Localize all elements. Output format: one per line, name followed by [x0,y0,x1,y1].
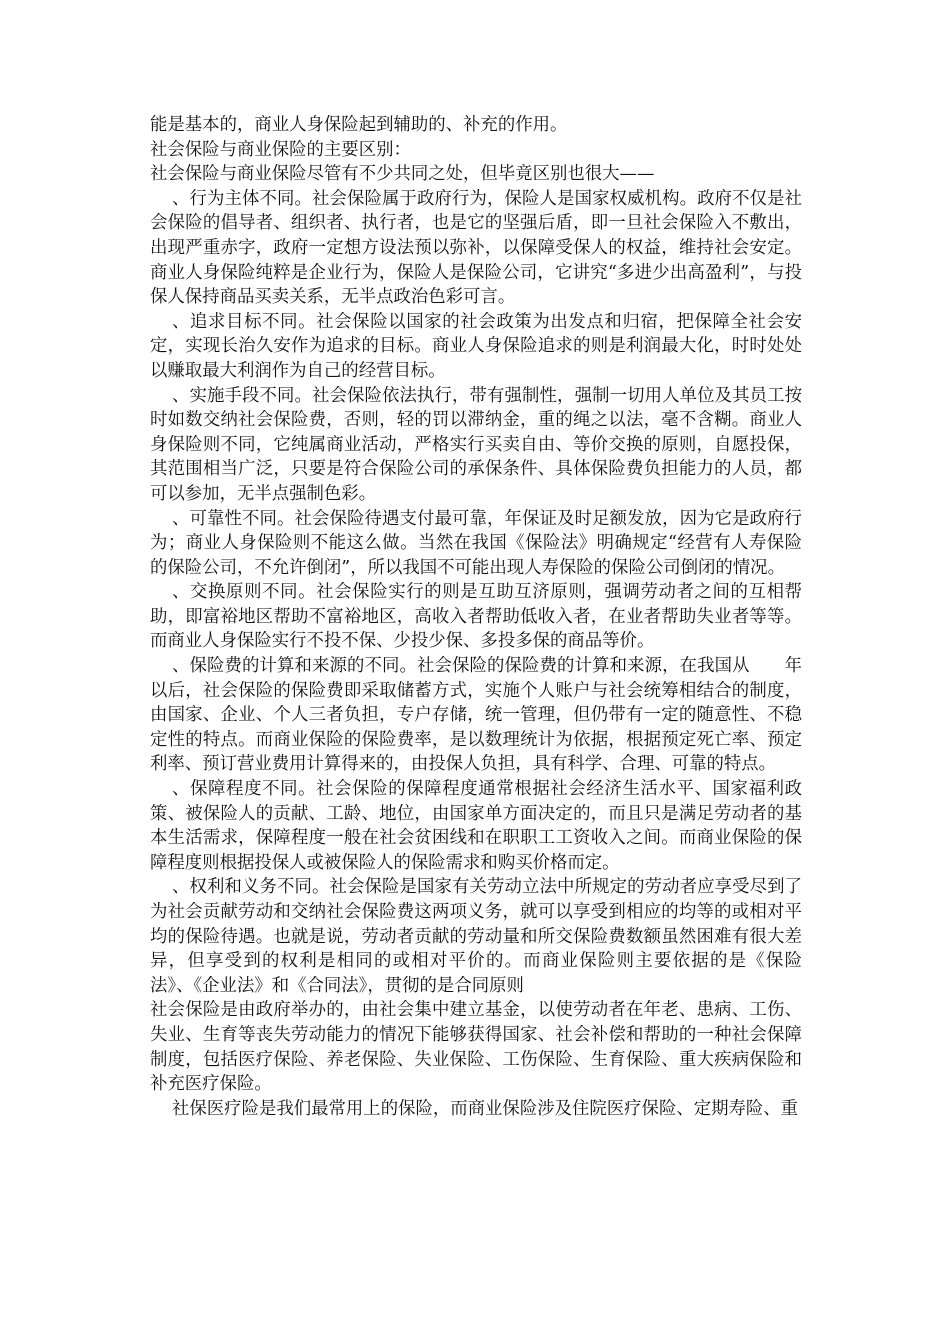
paragraph-2: 社会保险与商业保险的主要区别： [150,139,411,160]
paragraph-13: 社保医疗险是我们最常用上的保险，而商业保险涉及住院医疗保险、定期寿险、重 [172,1098,799,1119]
paragraph-7: 、可靠性不同。社会保险待遇支付最可靠，年保证及时足额发放，因为它是政府行为；商业人身保险则不能这么做。当然在我国《保险法》明确规定“经营有人寿保险的保险公司，不允许倒闭”，所以我国不可能出现人寿保险的保险公司倒闭的情况。 [150,508,802,578]
paragraph-10: 、保障程度不同。社会保险的保障程度通常根据社会经济生活水平、国家福利政策、被保险人的贡献、工龄、地位，由国家单方面决定的，而且只是满足劳动者的基本生活需求，保障程度一般在社会贫困线和在职职工工资收入之间。而商业保险的保障程度则根据投保人或被保险人的保险需求和购买价格而定。 [150,779,802,873]
document-page [150,113,802,1121]
paragraph-1: 能是基本的，商业人身保险起到辅助的、补充的作用。 [150,115,568,135]
paragraph-11: 、权利和义务不同。社会保险是国家有关劳动立法中所规定的劳动者应享受尽到了为社会贡献劳动和交纳社会保险费这两项义务，就可以享受到相应的均等的或相对平均的保险待遇。也就是说，劳动者贡献的劳动量和所交保险费数额虽然困难有很大差异，但享受到的权利是相同的或相对平价的。而商业保险则主要依据的是《保险法》、《企业法》和《合同法》，贯彻的是合同原则 [150,877,802,996]
paragraph-8: 、交换原则不同。社会保险实行的则是互助互济原则，强调劳动者之间的互相帮助，即富裕地区帮助不富裕地区，高收入者帮助低收入者，在业者帮助失业者等等。而商业人身保险实行不投不保、少投少保、多投多保的商品等价。 [150,582,802,652]
paragraph-6: 、实施手段不同。社会保险依法执行，带有强制性，强制一切用人单位及其员工按时如数交纳社会保险费，否则，轻的罚以滞纳金，重的绳之以法，毫不含糊。商业人身保险则不同，它纯属商业活动，严格实行买卖自由、等价交换的原则，自愿投保，其范围相当广泛，只要是符合保险公司的承保条件、具体保险费负担能力的人员，都可以参加，无半点强制色彩。 [150,385,802,504]
paragraph-9: 、保险费的计算和来源的不同。社会保险的保险费的计算和来源，在我国从 年以后，社会保险的保险费即采取储蓄方式，实施个人账户与社会统筹相结合的制度，由国家、企业、个人三者负担，专户存储，统一管理，但仍带有一定的随意性、不稳定性的特点。而商业保险的保险费率，是以数理统计为依据，根据预定死亡率、预定利率、预订营业费用计算得来的，由投保人负担，具有科学、合理、可靠的特点。 [150,656,802,775]
paragraph-4: 、行为主体不同。社会保险属于政府行为，保险人是国家权威机构。政府不仅是社会保险的倡导者、组织者、执行者，也是它的坚强后盾，即一旦社会保险入不敷出，出现严重赤字，政府一定想方设法预以弥补，以保障受保人的权益，维持社会安定。商业人身保险纯粹是企业行为，保险人是保险公司，它讲究“多进少出高盈利”，与投保人保持商品买卖关系，无半点政治色彩可言。 [150,188,802,308]
paragraph-3: 社会保险与商业保险尽管有不少共同之处，但毕竟区别也很大—— [150,164,655,185]
paragraph-5: 、追求目标不同。社会保险以国家的社会政策为出发点和归宿，把保障全社会安定，实现长治久安作为追求的目标。商业人身保险追求的则是利润最大化，时时处处以赚取最大利润作为自己的经营目标。 [150,311,802,381]
paragraph-12: 社会保险是由政府举办的，由社会集中建立基金，以使劳动者在年老、患病、工伤、失业、生育等丧失劳动能力的情况下能够获得国家、社会补偿和帮助的一种社会保障制度，包括医疗保险、养老保险、失业保险、工伤保险、生育保险、重大疾病保险和补充医疗保险。 [150,1000,802,1095]
